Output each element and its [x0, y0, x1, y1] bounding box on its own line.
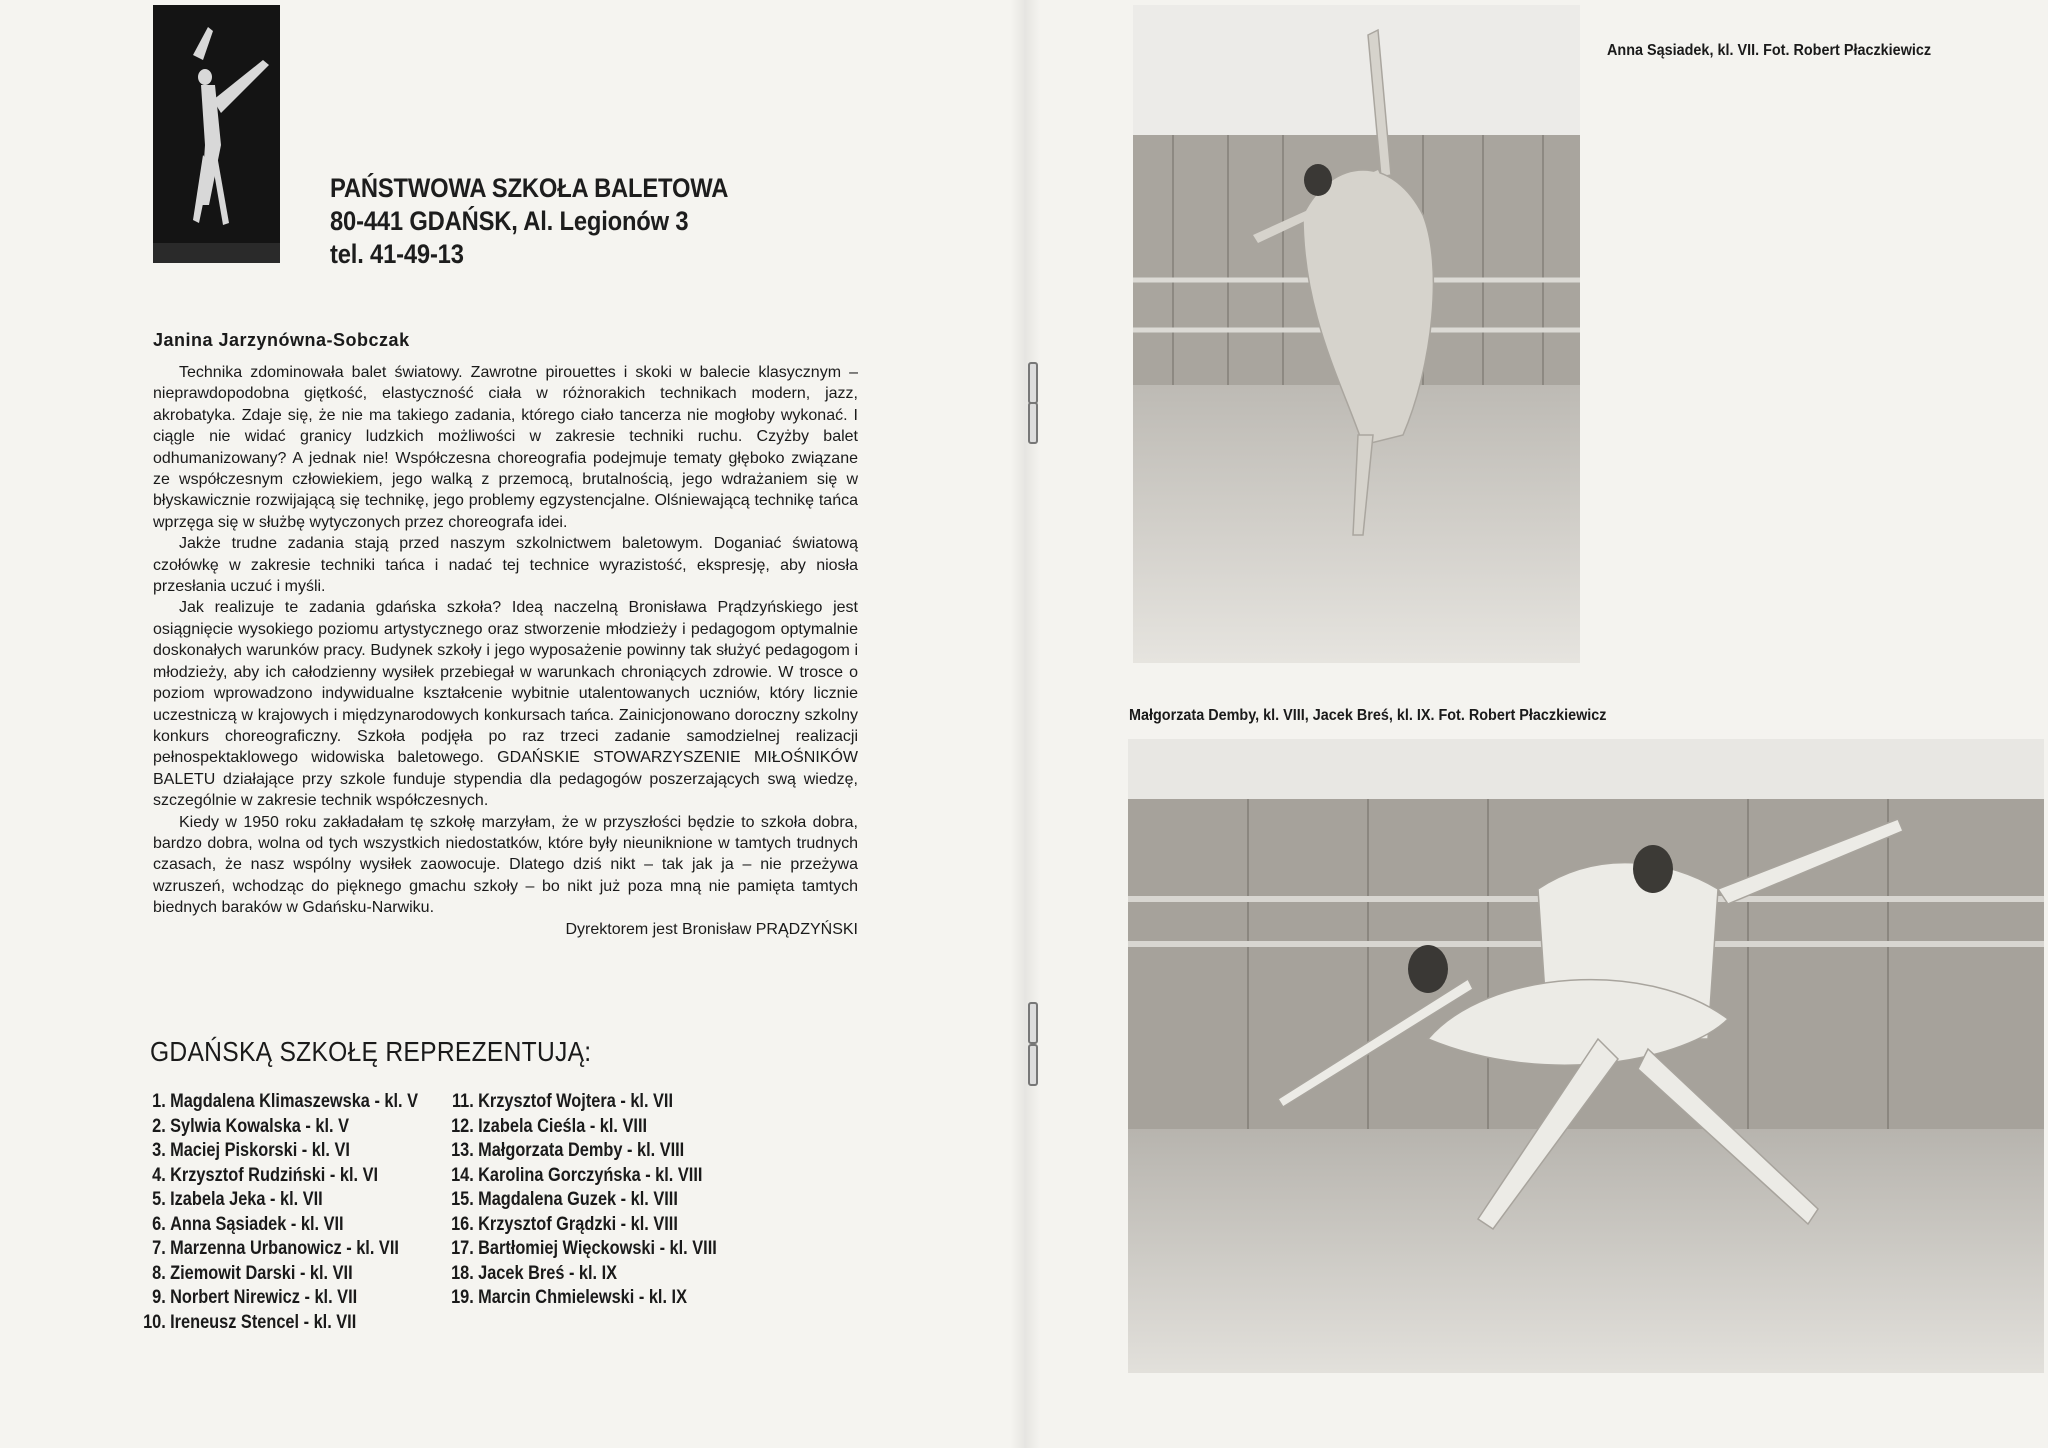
list-number: 7. [152, 1238, 166, 1259]
list-item [448, 1262, 717, 1287]
list-text: Krzysztof Wojtera - kl. VII [478, 1091, 674, 1112]
article-body [153, 362, 858, 940]
list-number: 1. [152, 1091, 166, 1112]
list-number: 2. [152, 1115, 166, 1137]
list-number: 15. [451, 1189, 474, 1210]
list-number: 19. [451, 1287, 474, 1308]
list-item [140, 1262, 418, 1287]
list-item [140, 1164, 418, 1189]
list-number: 14. [451, 1164, 474, 1186]
list-item [140, 1286, 418, 1311]
list-text: Małgorzata Demby - kl. VIII [478, 1140, 685, 1161]
list-item [448, 1188, 717, 1213]
list-text: Krzysztof Grądzki - kl. VIII [478, 1213, 678, 1235]
list-number: 17. [451, 1238, 474, 1259]
article-paragraph: Jakże trudne zadania stają przed naszym szkolnictwem baletowym. Doganiać światową czołówkę w zakresie techniki tańca i nadać tej technice wyrazistość, ekspresję, aby niosła przesłania uczuć i myśli. [153, 535, 858, 596]
list-item [448, 1164, 717, 1189]
list-text: Jacek Breś - kl. IX [478, 1262, 618, 1284]
staple-top-lower [1028, 402, 1038, 444]
page-fold [1010, 0, 1040, 1448]
list-item [140, 1213, 418, 1238]
list-number: 12. [451, 1115, 474, 1137]
list-number: 16. [451, 1213, 474, 1235]
staple-bottom-lower [1028, 1044, 1038, 1086]
list-number: 6. [152, 1213, 166, 1235]
dancer-thumbnail-photo [153, 5, 280, 263]
school-name: PAŃSTWOWA SZKOŁA BALETOWA [330, 173, 729, 203]
list-text: Karolina Gorczyńska - kl. VIII [478, 1164, 703, 1186]
list-number: 18. [451, 1262, 474, 1284]
list-text: Sylwia Kowalska - kl. V [170, 1115, 350, 1137]
list-text: Marcin Chmielewski - kl. IX [478, 1287, 687, 1308]
article-signature: Dyrektorem jest Bronisław PRĄDZYŃSKI [565, 920, 858, 938]
list-text: Anna Sąsiadek - kl. VII [170, 1213, 344, 1235]
list-item [448, 1090, 717, 1115]
list-number: 3. [152, 1140, 166, 1161]
list-number: 8. [152, 1262, 166, 1284]
list-text: Maciej Piskorski - kl. VI [170, 1140, 350, 1161]
photo-caption-duet: Małgorzata Demby, kl. VIII, Jacek Breś, kl. IX. Fot. Robert Płaczkiewicz [1129, 707, 1607, 724]
list-item [140, 1090, 418, 1115]
list-number: 13. [451, 1140, 474, 1161]
staple-top [1028, 362, 1038, 404]
list-text: Ireneusz Stencel - kl. VII [170, 1311, 357, 1333]
list-item [448, 1237, 717, 1262]
list-text: Bartłomiej Więckowski - kl. VIII [478, 1238, 717, 1259]
list-text: Izabela Jeka - kl. VII [170, 1189, 323, 1210]
list-number: 11. [451, 1091, 474, 1112]
list-item [140, 1188, 418, 1213]
list-text: Marzenna Urbanowicz - kl. VII [170, 1238, 399, 1259]
list-item [140, 1311, 418, 1336]
list-text: Izabela Cieśla - kl. VIII [478, 1115, 648, 1137]
list-number: 9. [152, 1287, 166, 1308]
article-paragraph: Jak realizuje te zadania gdańska szkoła? Ideą naczelną Bronisława Prądzyńskiego jest osiągnięcie wysokiego poziomu artystycznego oraz stworzenie młodzieży i pedagogom optymalnie doskonałych warunków pracy. Budynek szkoły i jego wyposażenie powinny tak służyć pedagogom i młodzieży, aby ich całodzienny wysiłek przebiegał w warunkach chroniących zdrowie. W trosce o poziom wprowadzono indywidualne kształcenie wybitnie utalentowanych uczniów, który licznie uczestniczą w krajowych i międzynarodowych konkursach tańca. Zainicjonowano doroczny szkolny konkurs choreograficzny. Szkoła podjęła po raz trzeci zadanie samodzielnej realizacji pełnospektaklowego widowiska baletowego. GDAŃSKIE STOWARZYSZENIE MIŁOŚNIKÓW BALETU działające przy szkole funduje stypendia dla pedagogów poszerzających swą wiedzę, szczególnie w zakresie technik współczesnych. [153, 599, 858, 810]
list-item [448, 1115, 717, 1140]
list-item [448, 1213, 717, 1238]
list-item [140, 1237, 418, 1262]
dancer-photo-duet [1128, 739, 2044, 1373]
dancer-photo-solo [1133, 5, 1580, 663]
school-header [330, 172, 782, 271]
school-phone: tel. 41-49-13 [330, 239, 464, 269]
list-item [448, 1286, 717, 1311]
list-number: 10. [143, 1311, 166, 1333]
list-text: Krzysztof Rudziński - kl. VI [170, 1164, 379, 1186]
representatives-list-2 [448, 1090, 761, 1311]
list-number: 5. [152, 1189, 166, 1210]
list-text: Ziemowit Darski - kl. VII [170, 1262, 353, 1284]
list-text: Norbert Nirewicz - kl. VII [170, 1287, 358, 1308]
representatives-list-1 [140, 1090, 463, 1335]
article-paragraph: Technika zdominowała balet światowy. Zawrotne pirouettes i skoki w balecie klasycznym – nieprawdopodobna giętkość, elastyczność ciała w różnorakich technikach modern, jazz, akrobatyka. Zdaje się, że nie ma takiego zadania, którego ciało tancerza nie mogłoby wykonać. I ciągle nie widać granicy ludzkich możliwości w zakresie techniki ruchu. Czyżby balet odhumanizowany? A jednak nie! Współczesna choreografia podejmuje tematy głęboko związane ze współczesnym człowiekiem, jego walką z przemocą, brutalnością, jego wdrażaniem się w błyskawicznie rozwijającą się technikę, jego problemy egzystencjalne. Olśniewającą technikę tańca wprzęga się w służbę wytyczonych przez choreografa idei. [153, 364, 858, 531]
article-paragraph: Kiedy w 1950 roku zakładałam tę szkołę marzyłam, że w przyszłości będzie to szkoła dobra, bardzo dobra, wolna od tych wszystkich niedostatków, które były nieuniknione w tamtych trudnych czasach, że nasz wspólny wysiłek zaowocuje. Dlatego dziś nikt – tak jak ja – nie przeżywa wzruszeń, wchodząc do pięknego gmachu szkoły – bo nikt już poza mną nie pamięta tamtych biednych baraków w Gdańsku-Narwiku. [153, 813, 858, 917]
staple-bottom [1028, 1002, 1038, 1044]
list-item [448, 1139, 717, 1164]
representatives-title: GDAŃSKĄ SZKOŁĘ REPREZENTUJĄ: [150, 1036, 592, 1067]
list-text: Magdalena Klimaszewska - kl. V [170, 1091, 419, 1112]
list-text: Magdalena Guzek - kl. VIII [478, 1189, 678, 1210]
list-item [140, 1139, 418, 1164]
list-item [140, 1115, 418, 1140]
school-address: 80-441 GDAŃSK, Al. Legionów 3 [330, 206, 689, 236]
article-author: Janina Jarzynówna-Sobczak [153, 330, 410, 350]
list-number: 4. [152, 1164, 166, 1186]
photo-caption-solo: Anna Sąsiadek, kl. VII. Fot. Robert Płaczkiewicz [1607, 42, 1932, 59]
